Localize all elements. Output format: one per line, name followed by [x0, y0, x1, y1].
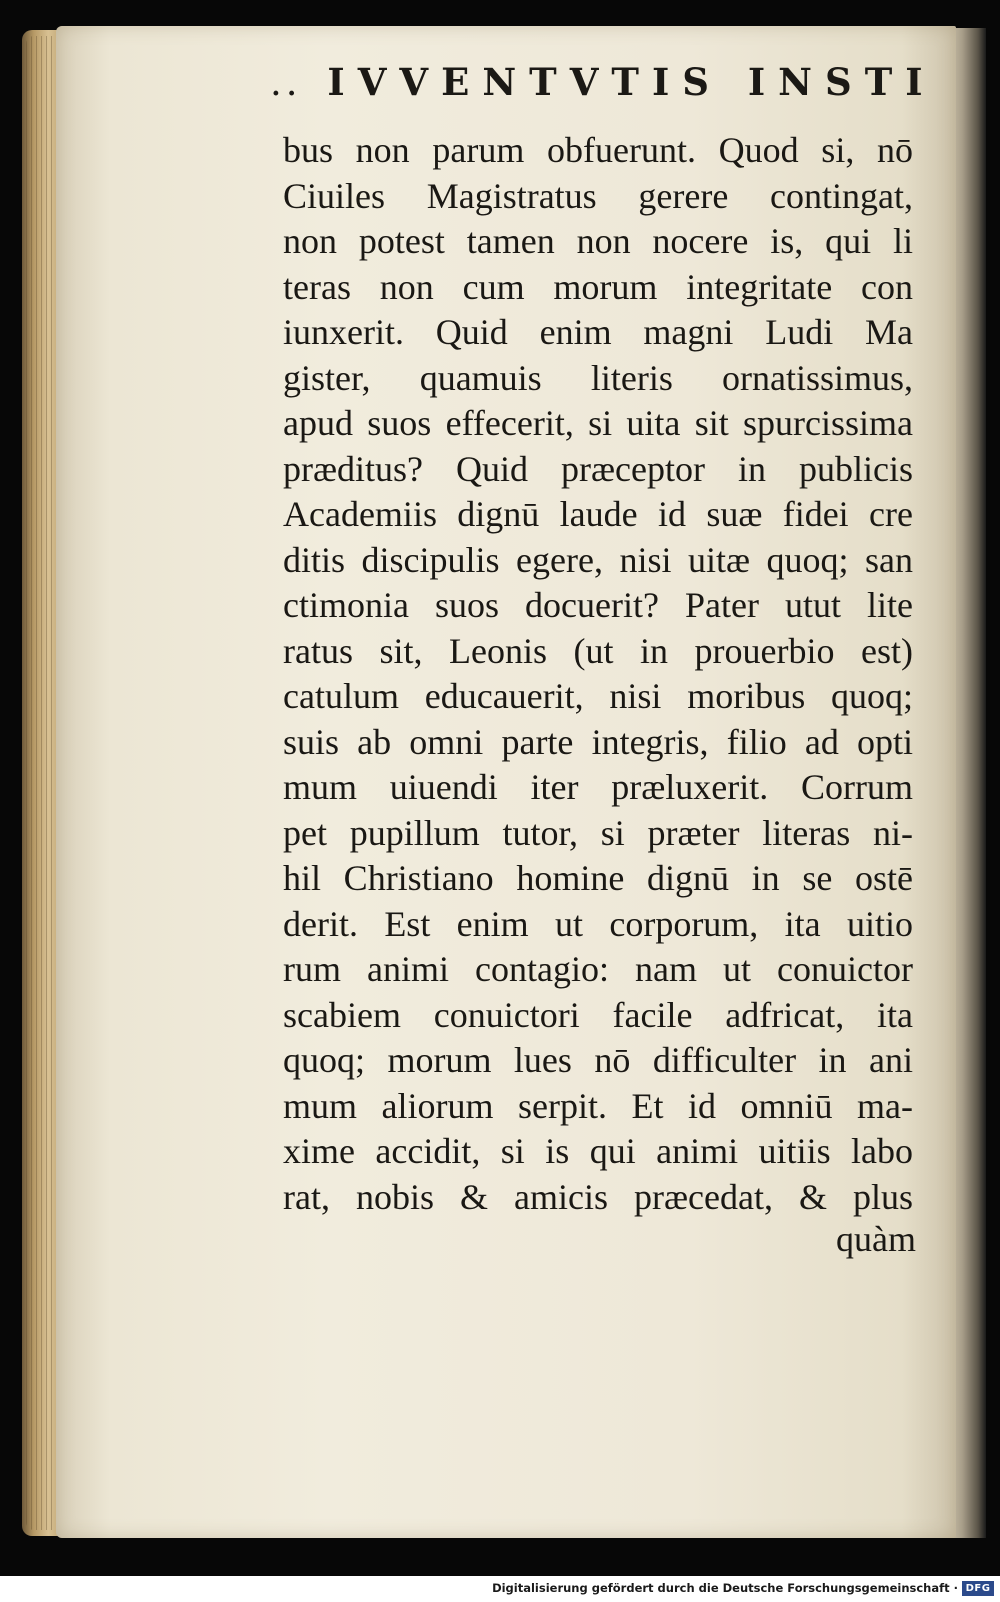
text-line: scabiem conuictori facile adfricat, ita — [283, 994, 913, 1035]
catchword: quàm — [836, 1219, 916, 1259]
text-line: Academiis dignū laude id suæ fidei cre — [283, 494, 913, 534]
text-line: ratus sit, Leonis (ut in prouerbio est) — [283, 630, 913, 671]
text-line: hil Christiano homine dignū in se ostē — [283, 858, 913, 898]
text-line: non potest tamen non nocere is, qui li — [283, 221, 913, 261]
text-line: pet pupillum tutor, si præter literas ni- — [283, 812, 913, 853]
text-line: bus non parum obfuerunt. Quod si, nō — [283, 130, 913, 170]
body-text — [283, 128, 913, 1220]
running-head-title: IVVENTVTIS INSTI — [327, 60, 936, 104]
text-line: rum animi contagio: nam ut conuictor — [283, 949, 913, 989]
digitization-footer — [0, 1576, 1000, 1602]
text-line: gister, quamuis literis ornatissimus, — [283, 357, 913, 398]
text-line: ctimonia suos docuerit? Pater utut lite — [283, 585, 913, 625]
text-line: mum aliorum serpit. Et id omniū ma- — [283, 1085, 913, 1126]
dfg-logo: DFG — [962, 1581, 994, 1596]
text-line: derit. Est enim ut corporum, ita uitio — [283, 903, 913, 944]
text-line: ditis discipulis egere, nisi uitæ quoq; san — [283, 539, 913, 580]
text-line: mum uiuendi iter præluxerit. Corrum — [283, 767, 913, 807]
text-line: teras non cum morum integritate con — [283, 266, 913, 307]
text-line: suis ab omni parte integris, filio ad opti — [283, 721, 913, 762]
text-line: iunxerit. Quid enim magni Ludi Ma — [283, 312, 913, 352]
text-line: apud suos effecerit, si uita sit spurcissima — [283, 403, 913, 443]
text-line: quoq; morum lues nō difficulter in ani — [283, 1040, 913, 1080]
text-line: catulum educauerit, nisi moribus quoq; — [283, 676, 913, 716]
text-line: xime accidit, si is qui animi uitiis labo — [283, 1131, 913, 1171]
running-head — [270, 60, 936, 120]
text-line: rat, nobis & amicis præcedat, & plus — [283, 1176, 913, 1217]
running-head-prefix: .. — [270, 61, 302, 104]
text-line: Ciuiles Magistratus gerere contingat, — [283, 175, 913, 216]
text-line: præditus? Quid præceptor in publicis — [283, 448, 913, 489]
funding-credit: Digitalisierung gefördert durch die Deutsche Forschungsgemeinschaft · — [492, 1581, 958, 1595]
